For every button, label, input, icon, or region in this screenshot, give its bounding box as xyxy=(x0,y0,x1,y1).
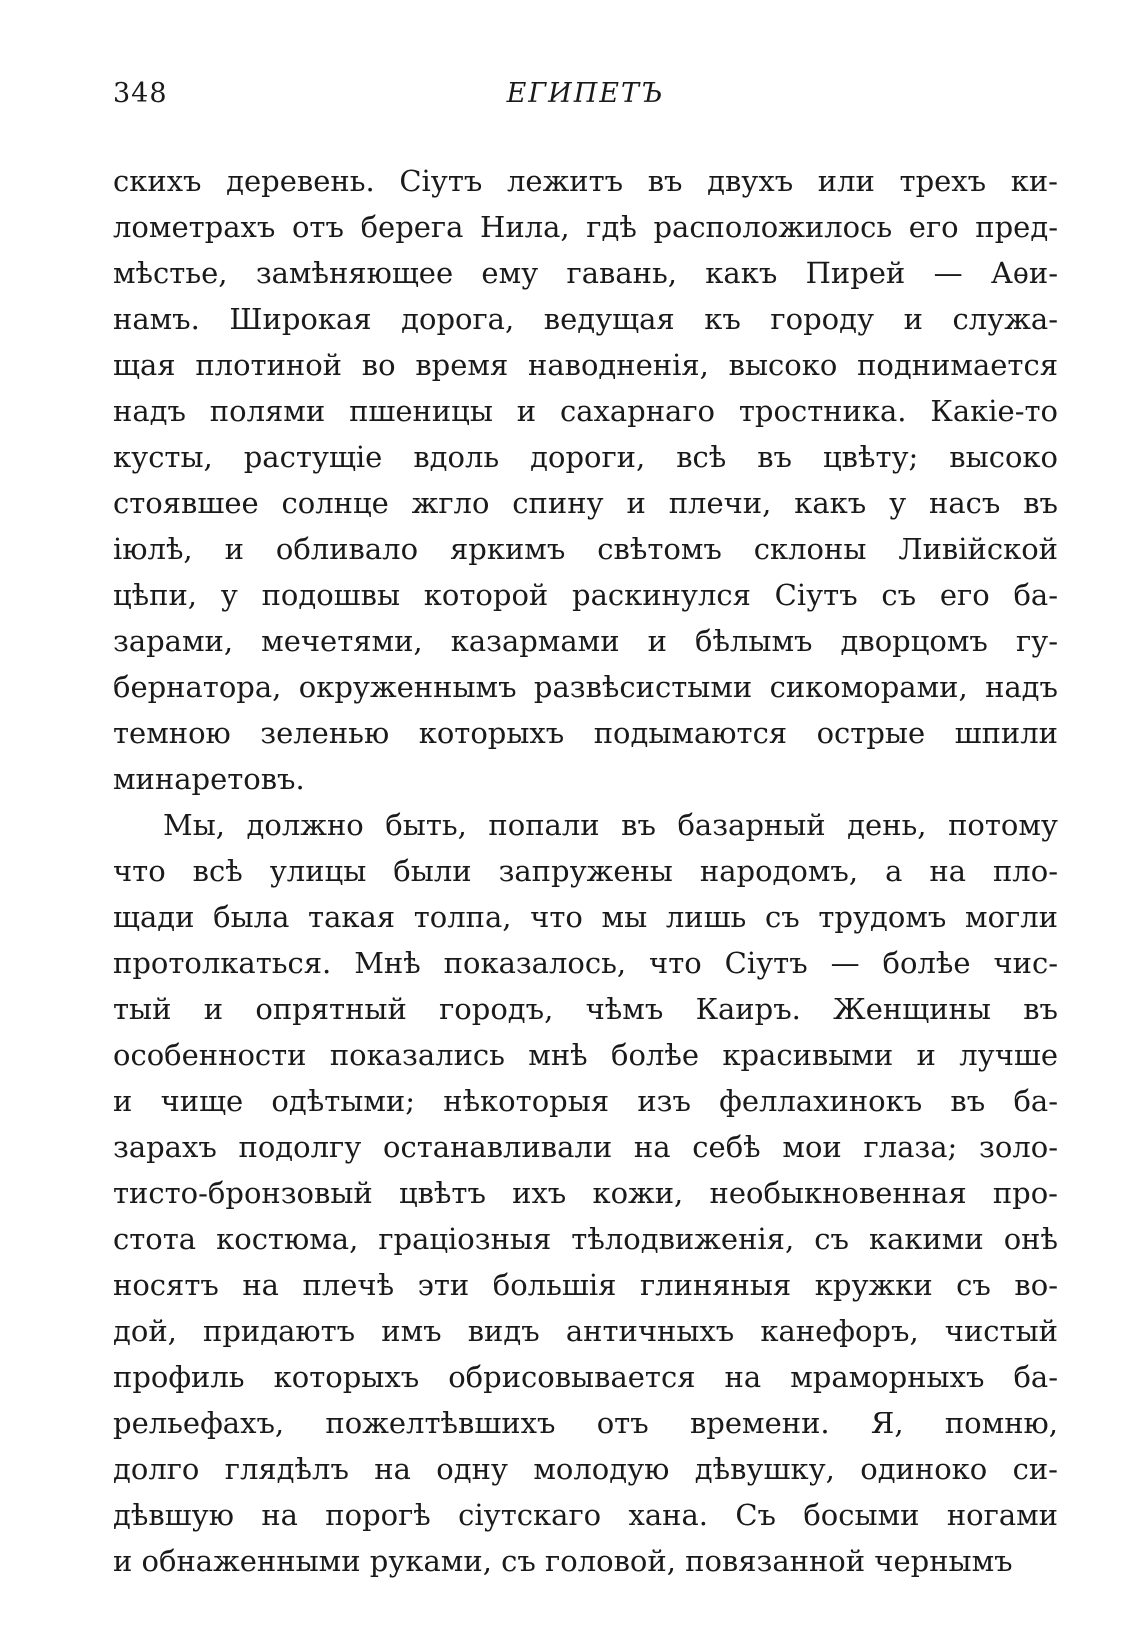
text-line: что всѣ улицы были запружены народомъ, а на пло- xyxy=(113,854,1058,888)
text-line: зарами, мечетями, казармами и бѣлымъ дворцомъ гу- xyxy=(113,624,1058,658)
page-header xyxy=(113,78,1058,118)
text-line: особенности показались мнѣ болѣе красивыми и лучше xyxy=(113,1038,1058,1072)
paragraph xyxy=(113,802,1058,1584)
text-line: бернатора, окруженнымъ развѣсистыми сикоморами, надъ xyxy=(113,670,1058,704)
text-line: скихъ деревень. Сіутъ лежитъ въ двухъ или трехъ ки- xyxy=(113,164,1058,198)
text-line: дой, придаютъ имъ видъ античныхъ канефоръ, чистый xyxy=(113,1314,1058,1348)
text-line: намъ. Широкая дорога, ведущая къ городу и служа- xyxy=(113,302,1058,336)
running-title: ЕГИПЕТЪ xyxy=(506,78,665,109)
paragraph xyxy=(113,158,1058,802)
text-line: іюлѣ, и обливало яркимъ свѣтомъ склоны Ливійской xyxy=(113,532,1058,566)
text-line: стота костюма, граціозныя тѣлодвиженія, съ какими онѣ xyxy=(113,1222,1058,1256)
text-line: профиль которыхъ обрисовывается на мраморныхъ ба- xyxy=(113,1360,1058,1394)
text-line: Мы, должно быть, попали въ базарный день, потому xyxy=(163,808,1058,842)
text-line: щая плотиной во время наводненія, высоко поднимается xyxy=(113,348,1058,382)
text-line: зарахъ подолгу останавливали на себѣ мои глаза; золо- xyxy=(113,1130,1058,1164)
text-line: дѣвшую на порогѣ сіутскаго хана. Съ босыми ногами xyxy=(113,1498,1058,1532)
text-line: рельефахъ, пожелтѣвшихъ отъ времени. Я, помню, xyxy=(113,1406,1058,1440)
body-text xyxy=(113,158,1058,1584)
text-line: носятъ на плечѣ эти большія глиняныя кружки съ во- xyxy=(113,1268,1058,1302)
text-line: и чище одѣтыми; нѣкоторыя изъ феллахинокъ въ ба- xyxy=(113,1084,1058,1118)
text-line: надъ полями пшеницы и сахарнаго тростника. Какіе-то xyxy=(113,394,1058,428)
text-line: протолкаться. Мнѣ показалось, что Сіутъ — болѣе чис- xyxy=(113,946,1058,980)
text-line: темною зеленью которыхъ подымаются острые шпили xyxy=(113,716,1058,750)
text-line: мѣстье, замѣняющее ему гавань, какъ Пирей — Аѳи- xyxy=(113,256,1058,290)
text-line: кусты, растущіе вдоль дороги, всѣ въ цвѣту; высоко xyxy=(113,440,1058,474)
text-line: тисто-бронзовый цвѣтъ ихъ кожи, необыкновенная про- xyxy=(113,1176,1058,1210)
text-line: цѣпи, у подошвы которой раскинулся Сіутъ съ его ба- xyxy=(113,578,1058,612)
text-line: лометрахъ отъ берега Нила, гдѣ расположилось его пред- xyxy=(113,210,1058,244)
text-line: тый и опрятный городъ, чѣмъ Каиръ. Женщины въ xyxy=(113,992,1058,1026)
page-number: 348 xyxy=(113,78,168,109)
text-line: щади была такая толпа, что мы лишь съ трудомъ могли xyxy=(113,900,1058,934)
text-line: минаретовъ. xyxy=(113,762,305,796)
text-line: долго глядѣлъ на одну молодую дѣвушку, одиноко си- xyxy=(113,1452,1058,1486)
text-line: и обнаженными руками, съ головой, повязанной чернымъ xyxy=(113,1544,1013,1578)
text-line: стоявшее солнце жгло спину и плечи, какъ у насъ въ xyxy=(113,486,1058,520)
